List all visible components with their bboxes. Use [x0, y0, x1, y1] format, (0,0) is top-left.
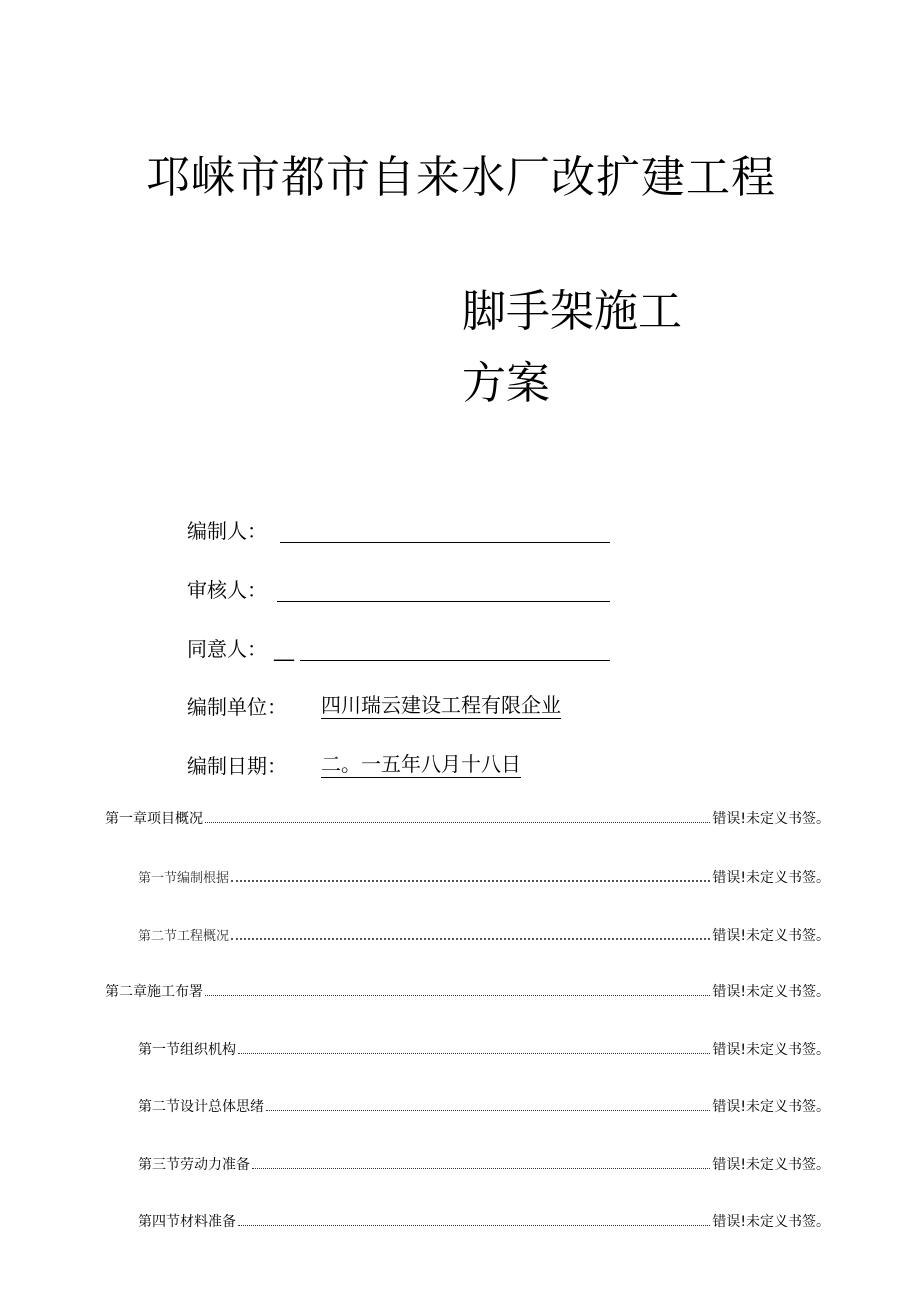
toc-entry-title: 第二节工程概况	[138, 929, 230, 944]
toc-entry[interactable]	[138, 864, 830, 886]
toc-entry-title: 第一节组织机构	[138, 1042, 236, 1058]
document-title: 邛崃市都市自来水厂改扩建工程	[146, 152, 776, 203]
toc-entry-title: 第二节设计总体思绪	[138, 1099, 264, 1115]
toc-entry-page: 错误!未定义书签。	[712, 928, 830, 944]
toc-entry-page: 错误!未定义书签。	[712, 1157, 830, 1173]
compiler-blank	[280, 542, 610, 543]
unit-label: 编制单位：	[187, 695, 287, 719]
toc-leader	[238, 1037, 710, 1054]
reviewer-label: 审核人：	[187, 578, 267, 602]
toc-leader	[238, 1209, 710, 1226]
toc-leader	[231, 922, 710, 940]
toc-entry-title: 第四节材料准备	[138, 1214, 236, 1230]
toc-entry[interactable]	[138, 1037, 830, 1059]
approver-prefix: __	[274, 637, 294, 661]
toc-entry-page: 错误!未定义书签。	[712, 811, 830, 827]
toc-entry-title: 第一章项目概况	[105, 811, 203, 827]
toc-entry-page: 错误!未定义书签。	[712, 1042, 830, 1058]
toc-entry[interactable]	[138, 1152, 830, 1174]
toc-leader	[205, 806, 710, 823]
document-subtitle-line1: 脚手架施工	[462, 286, 682, 337]
toc-entry[interactable]	[138, 1094, 830, 1116]
toc-entry[interactable]	[138, 922, 830, 944]
toc-entry-page: 错误!未定义书签。	[712, 1214, 830, 1230]
date-label: 编制日期：	[187, 754, 287, 778]
reviewer-blank	[277, 601, 610, 602]
toc-entry[interactable]	[138, 1209, 830, 1231]
toc-entry[interactable]	[105, 806, 830, 828]
toc-leader	[231, 864, 710, 882]
toc-entry-title: 第一节编制根据	[138, 871, 230, 886]
date-value: 二。一五年八月十八日	[321, 752, 521, 776]
approver-label: 同意人：	[187, 637, 267, 661]
document-subtitle-line2: 方案	[462, 358, 550, 409]
toc-entry-page: 错误!未定义书签。	[712, 1099, 830, 1115]
toc-leader	[266, 1094, 710, 1111]
toc-entry[interactable]	[105, 979, 830, 1001]
approver-blank	[300, 660, 610, 661]
compiler-label: 编制人：	[187, 519, 267, 543]
unit-value: 四川瑞云建设工程有限企业	[321, 693, 561, 717]
toc-entry-title: 第二章施工布署	[105, 984, 203, 1000]
toc-leader	[252, 1152, 710, 1169]
toc-entry-title: 第三节劳动力准备	[138, 1157, 250, 1173]
toc-entry-page: 错误!未定义书签。	[712, 984, 830, 1000]
toc-leader	[205, 979, 710, 996]
toc-entry-page: 错误!未定义书签。	[712, 870, 830, 886]
